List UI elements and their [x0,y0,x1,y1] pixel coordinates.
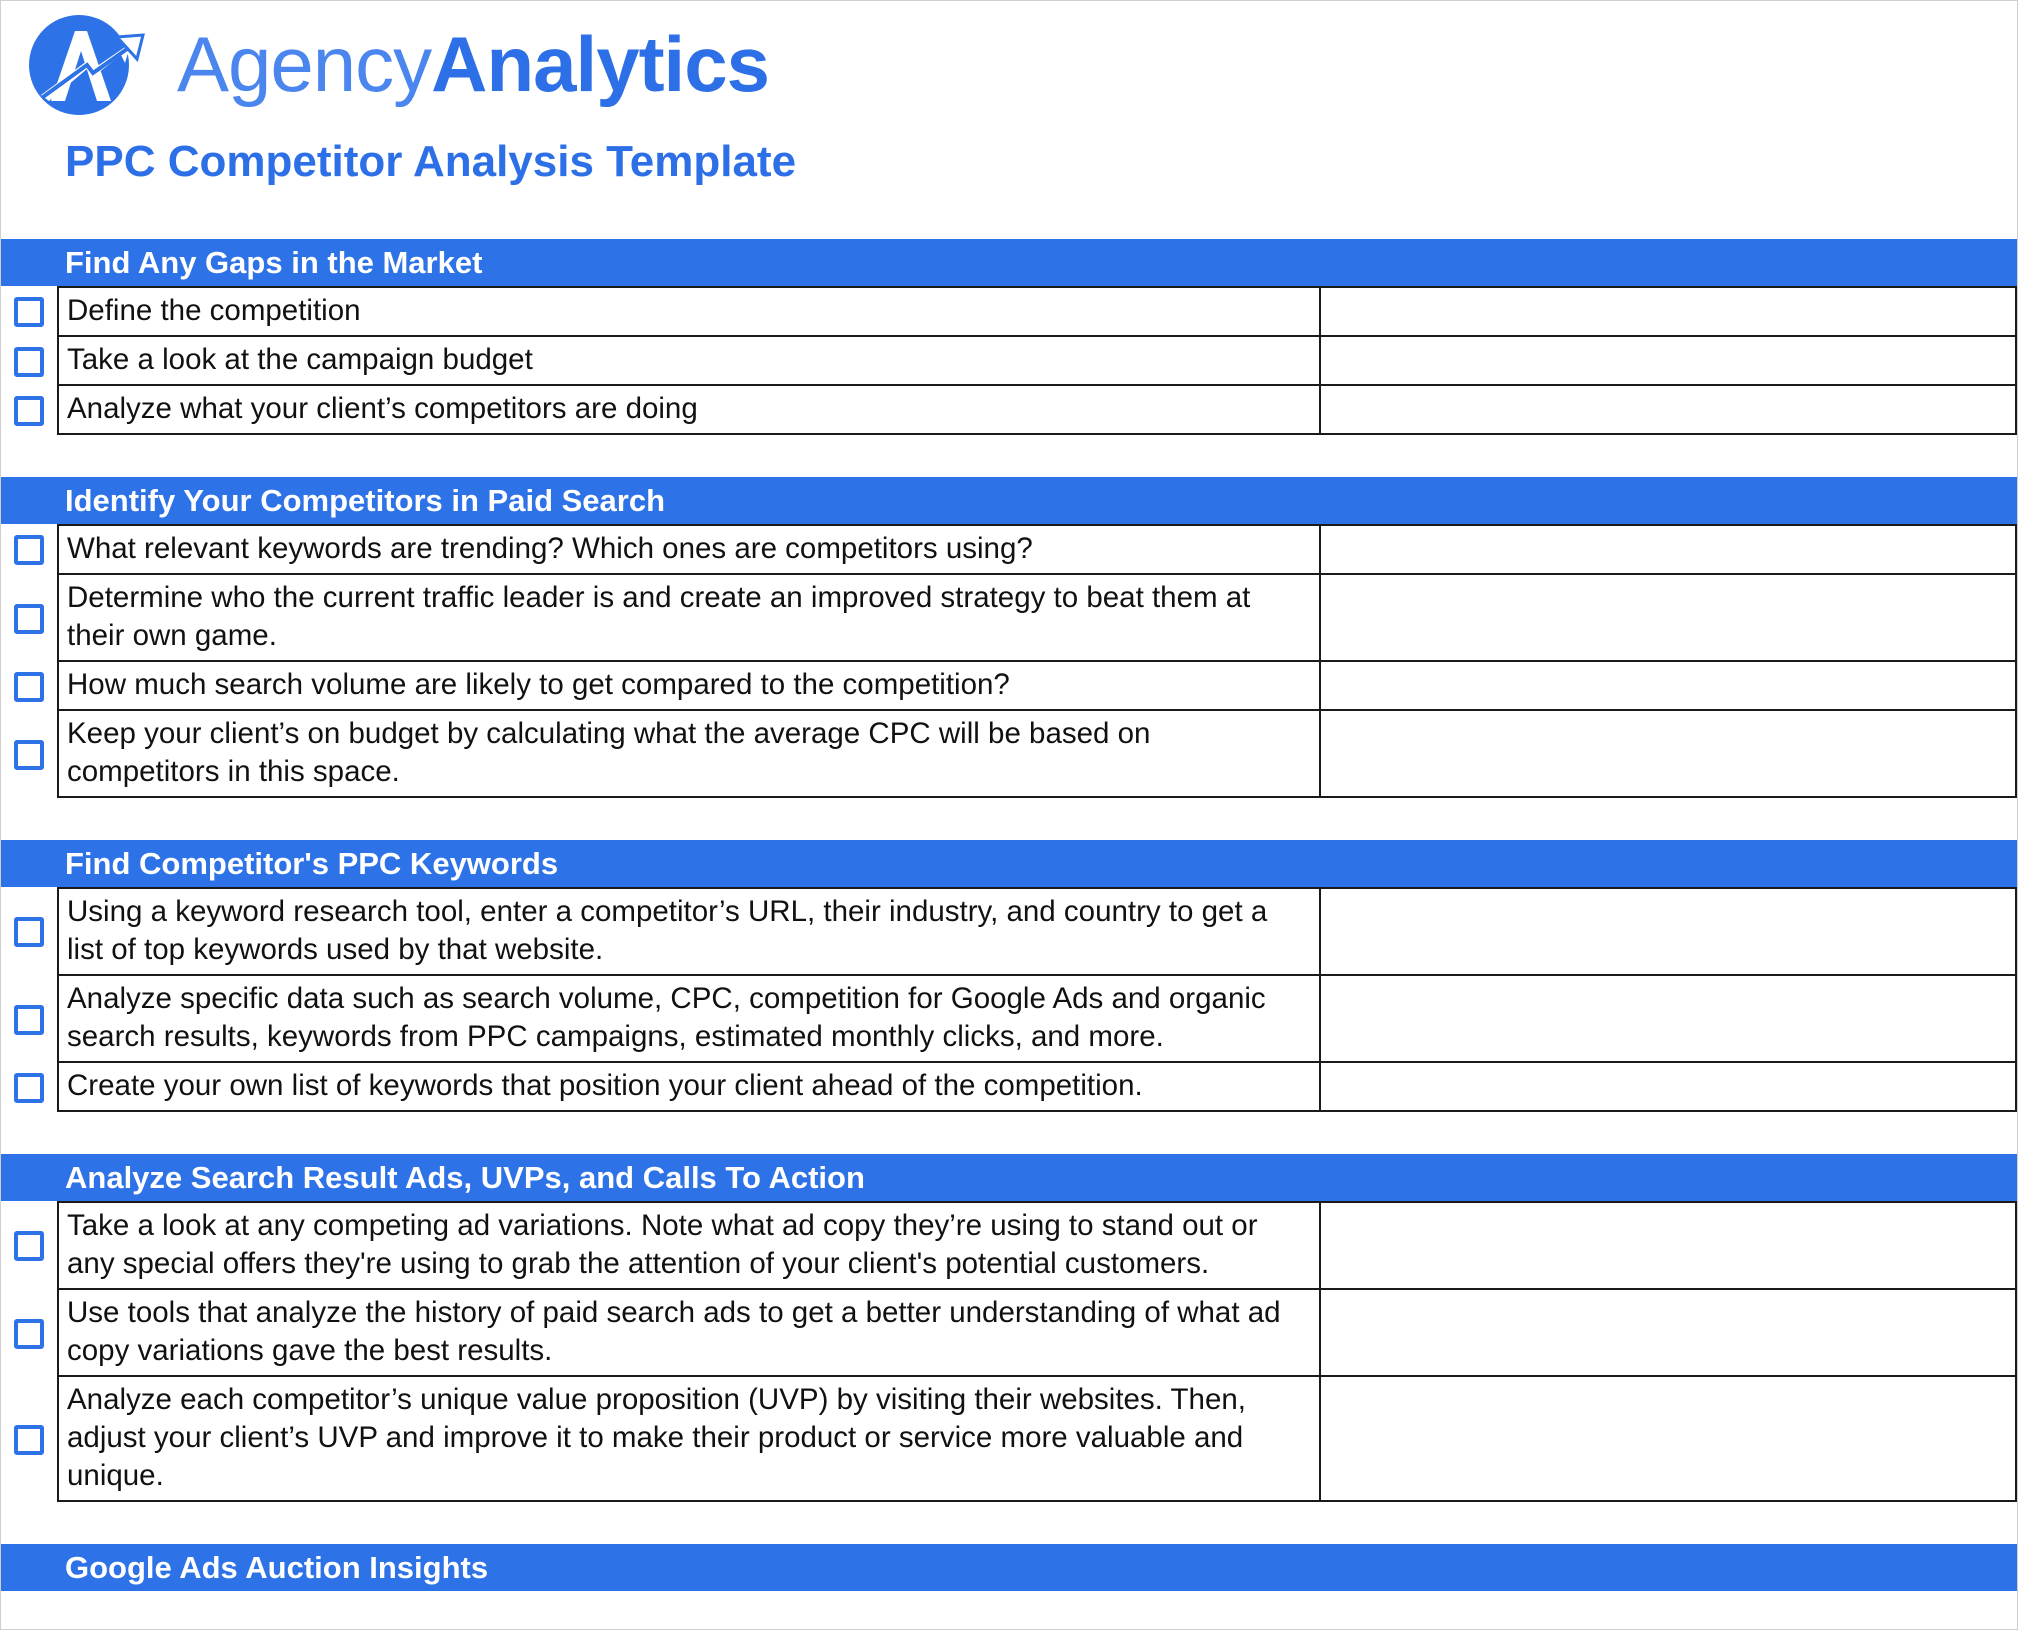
checkbox-cell [1,976,57,1063]
task-text: Analyze specific data such as search volume, CPC, competition for Google Ads and organic search results, keywords from PPC campaigns, estimated monthly clicks, and more. [57,976,1319,1063]
notes-cell[interactable] [1319,524,2017,575]
checkbox-cell [1,887,57,976]
task-checkbox[interactable] [14,1005,44,1035]
brand-name-light: Agency [177,20,432,108]
notes-cell[interactable] [1319,575,2017,662]
task-text: How much search volume are likely to get compared to the competition? [57,662,1319,711]
task-text: What relevant keywords are trending? Which ones are competitors using? [57,524,1319,575]
task-text: Keep your client’s on budget by calculating what the average CPC will be based on competitors in this space. [57,711,1319,798]
task-text: Using a keyword research tool, enter a competitor’s URL, their industry, and country to get a list of top keywords used by that website. [57,887,1319,976]
agencyanalytics-logo-icon [21,9,149,119]
task-checkbox[interactable] [14,604,44,634]
task-text: Take a look at the campaign budget [57,337,1319,386]
notes-cell[interactable] [1319,1063,2017,1112]
checklist-section [1,1154,2017,1502]
task-checkbox[interactable] [14,1073,44,1103]
brand-header [21,9,769,119]
notes-cell[interactable] [1319,286,2017,337]
checklist-row [1,662,2017,711]
checklist-rows [1,286,2017,435]
notes-cell[interactable] [1319,976,2017,1063]
task-text: Create your own list of keywords that position your client ahead of the competition. [57,1063,1319,1112]
notes-cell[interactable] [1319,711,2017,798]
notes-cell[interactable] [1319,1290,2017,1377]
checklist-rows [1,524,2017,798]
checkbox-cell [1,286,57,337]
task-checkbox[interactable] [14,1231,44,1261]
checklist-row [1,524,2017,575]
task-checkbox[interactable] [14,740,44,770]
checklist-row [1,711,2017,798]
task-checkbox[interactable] [14,672,44,702]
task-checkbox[interactable] [14,396,44,426]
checklist-rows [1,1201,2017,1502]
checklist-row [1,887,2017,976]
task-checkbox[interactable] [14,1425,44,1455]
checkbox-cell [1,662,57,711]
section-heading: Find Any Gaps in the Market [1,239,2017,286]
checkbox-cell [1,386,57,435]
section-heading: Identify Your Competitors in Paid Search [1,477,2017,524]
notes-cell[interactable] [1319,1377,2017,1502]
task-text: Define the competition [57,286,1319,337]
checklist-rows [1,887,2017,1112]
checkbox-cell [1,1377,57,1502]
notes-cell[interactable] [1319,386,2017,435]
checkbox-cell [1,1201,57,1290]
checklist-row [1,337,2017,386]
task-text: Analyze what your client’s competitors are doing [57,386,1319,435]
checkbox-cell [1,711,57,798]
checklist-row [1,1063,2017,1112]
notes-cell[interactable] [1319,662,2017,711]
task-checkbox[interactable] [14,1319,44,1349]
checklist-row [1,575,2017,662]
checkbox-cell [1,575,57,662]
checklist-row [1,1290,2017,1377]
brand-name-bold: Analytics [431,20,769,108]
document-title: PPC Competitor Analysis Template [65,137,797,186]
checklist-row [1,286,2017,337]
checkbox-cell [1,1290,57,1377]
checkbox-cell [1,524,57,575]
checklist [1,239,2017,1630]
section-heading: Find Competitor's PPC Keywords [1,840,2017,887]
checkbox-cell [1,337,57,386]
notes-cell[interactable] [1319,887,2017,976]
checklist-row [1,1201,2017,1290]
section-heading: Analyze Search Result Ads, UVPs, and Calls To Action [1,1154,2017,1201]
task-text: Use tools that analyze the history of paid search ads to get a better understanding of what ad copy variations gave the best results. [57,1290,1319,1377]
brand-wordmark [177,20,769,108]
task-checkbox[interactable] [14,535,44,565]
task-text: Take a look at any competing ad variations. Note what ad copy they’re using to stand out or any special offers they're using to grab the attention of your client's potential customers. [57,1201,1319,1290]
checklist-section [1,239,2017,435]
checkbox-cell [1,1063,57,1112]
task-text: Determine who the current traffic leader is and create an improved strategy to beat them at their own game. [57,575,1319,662]
task-checkbox[interactable] [14,297,44,327]
checklist-section [1,840,2017,1112]
checklist-section [1,477,2017,798]
checklist-row [1,976,2017,1063]
checklist-section [1,1544,2017,1591]
task-text: Analyze each competitor’s unique value proposition (UVP) by visiting their websites. Then, adjust your client’s UVP and improve it to make their product or service more valuable and unique. [57,1377,1319,1502]
task-checkbox[interactable] [14,917,44,947]
task-checkbox[interactable] [14,347,44,377]
notes-cell[interactable] [1319,1201,2017,1290]
section-heading: Google Ads Auction Insights [1,1544,2017,1591]
notes-cell[interactable] [1319,337,2017,386]
checklist-row [1,1377,2017,1502]
checklist-row [1,386,2017,435]
